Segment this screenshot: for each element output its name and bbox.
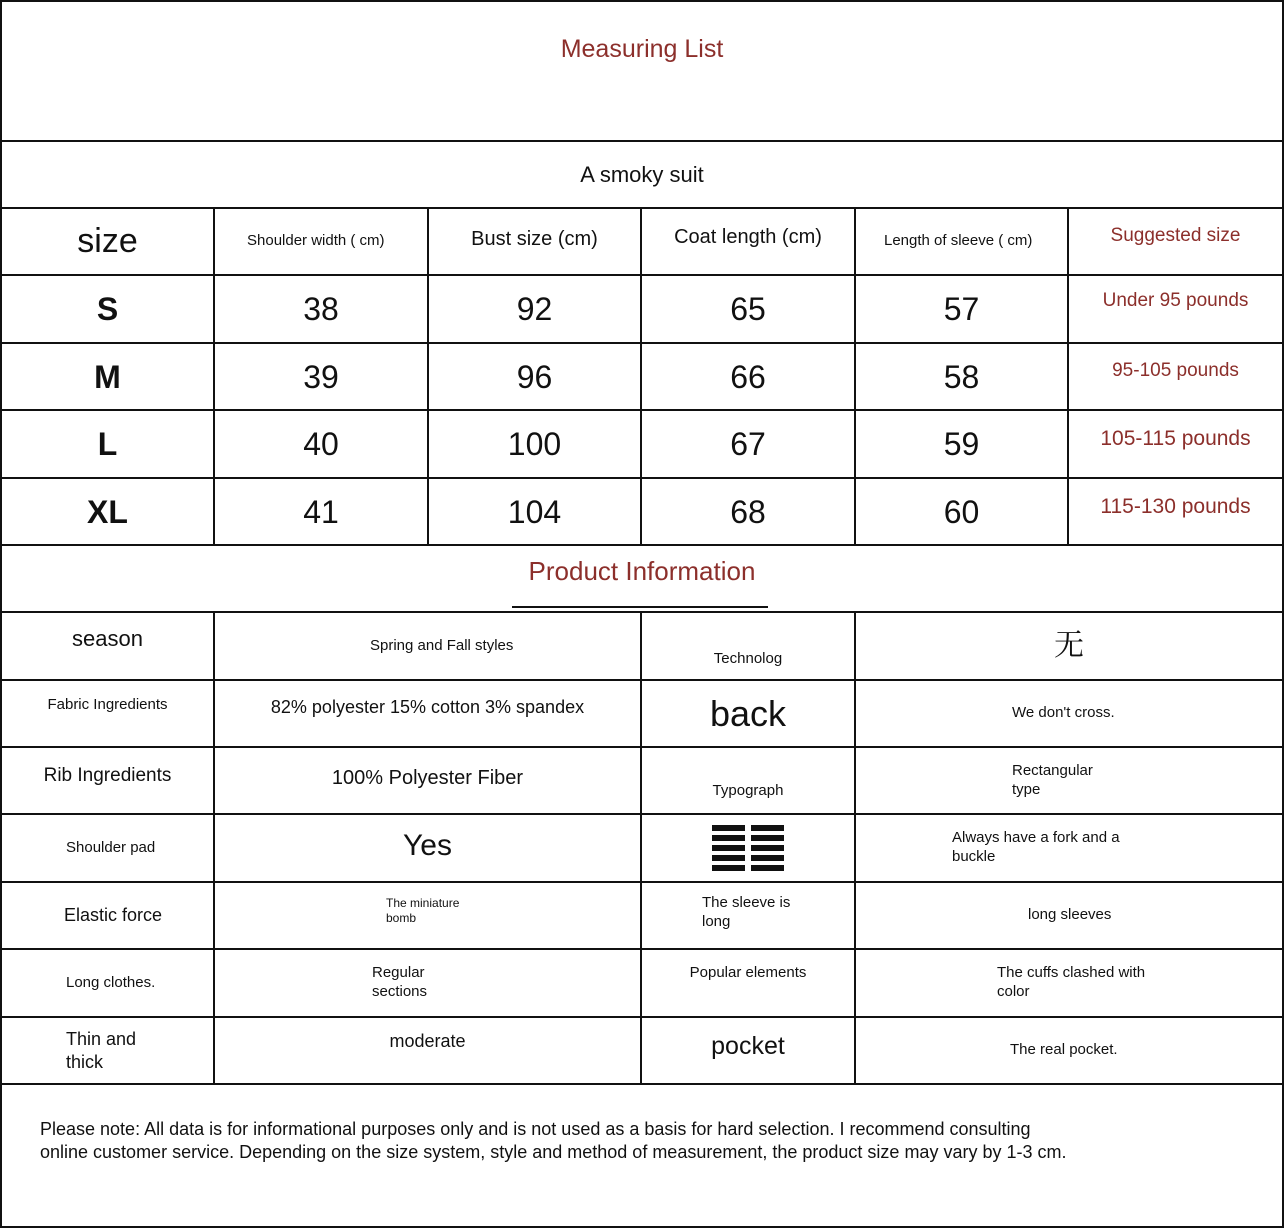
spec-value: Spring and Fall styles [370, 636, 514, 654]
spec-label: Thin and thick [66, 1029, 137, 1072]
shoulder-cell: 41 [303, 493, 339, 530]
grid-line [854, 611, 856, 1083]
coat-cell: 67 [730, 426, 766, 462]
spec-label: Rib Ingredients [43, 764, 172, 786]
spec-value: moderate [389, 1030, 466, 1051]
spec-label: Long clothes. [66, 973, 156, 991]
suggested-cell: 115-130 pounds [1100, 494, 1251, 518]
shoulder-cell: 39 [303, 358, 339, 395]
suggested-cell: 95-105 pounds [1112, 360, 1239, 382]
spec-value: Yes [403, 829, 452, 863]
header-shoulder-width: Shoulder width ( cm) [247, 232, 385, 250]
title-underline [512, 606, 768, 608]
bust-cell: 104 [507, 493, 562, 530]
bust-cell: 96 [516, 358, 553, 395]
spec-value: We don't cross. [1012, 704, 1115, 722]
product-info-title: Product Information [528, 555, 756, 586]
coat-cell: 68 [730, 493, 766, 530]
disclaimer-note: Please note: All data is for informational purposes only and is not used as a basis for hard selection. I recommend consulting online customer service. Depending on the size system, style and method of measurement, the product size may vary by 1-3 cm. [40, 1119, 1067, 1162]
size-cell: M [94, 358, 121, 395]
header-bust-size: Bust size (cm) [471, 227, 598, 250]
spec-value: 82% polyester 15% cotton 3% spandex [270, 696, 585, 717]
header-sleeve-length: Length of sleeve ( cm) [884, 232, 1033, 250]
spec-label: The sleeve is long [702, 894, 791, 930]
size-cell: XL [87, 493, 128, 530]
trigram-icon [712, 825, 784, 871]
sleeve-cell: 58 [943, 358, 980, 395]
grid-line [2, 1083, 1282, 1085]
typograph-icon-cell [642, 815, 854, 881]
spec-label: Technolog [713, 649, 783, 667]
spec-label: back [709, 693, 787, 734]
sleeve-cell: 60 [943, 493, 980, 530]
spec-value: Regular sections [372, 964, 428, 1000]
header-coat-length: Coat length (cm) [674, 225, 822, 248]
spec-label: Typograph [712, 781, 784, 799]
header-suggested-size: Suggested size [1110, 225, 1241, 247]
header-size: size [77, 222, 138, 261]
shoulder-cell: 38 [303, 291, 339, 327]
spec-value: Always have a fork and a buckle [952, 829, 1120, 865]
coat-cell: 66 [730, 358, 766, 395]
coat-cell: 65 [730, 291, 766, 327]
spec-value: long sleeves [1028, 906, 1112, 924]
spec-label: pocket [711, 1032, 785, 1061]
bust-cell: 100 [507, 426, 562, 462]
size-cell: L [97, 426, 118, 462]
spec-value: The real pocket. [1010, 1041, 1118, 1059]
spec-value: The miniature bomb [386, 895, 460, 925]
sleeve-cell: 59 [943, 426, 980, 462]
spec-value: The cuffs clashed with color [997, 964, 1146, 1000]
product-name: A smoky suit [580, 161, 704, 187]
page-title: Measuring List [560, 35, 724, 64]
spec-value: 无 [1054, 629, 1084, 663]
spec-value: 100% Polyester Fiber [331, 766, 524, 789]
spec-label: Fabric Ingredients [47, 695, 168, 713]
shoulder-cell: 40 [303, 426, 339, 462]
spec-value: Rectangular type [1012, 761, 1093, 798]
suggested-cell: Under 95 pounds [1102, 290, 1249, 312]
sleeve-cell: 57 [943, 291, 980, 327]
spec-label: Shoulder pad [66, 838, 156, 856]
spec-label: Popular elements [689, 963, 807, 981]
bust-cell: 92 [516, 291, 553, 327]
spec-label: Elastic force [64, 905, 163, 926]
size-cell: S [96, 291, 119, 327]
suggested-cell: 105-115 pounds [1100, 426, 1251, 450]
spec-label: season [72, 626, 143, 652]
